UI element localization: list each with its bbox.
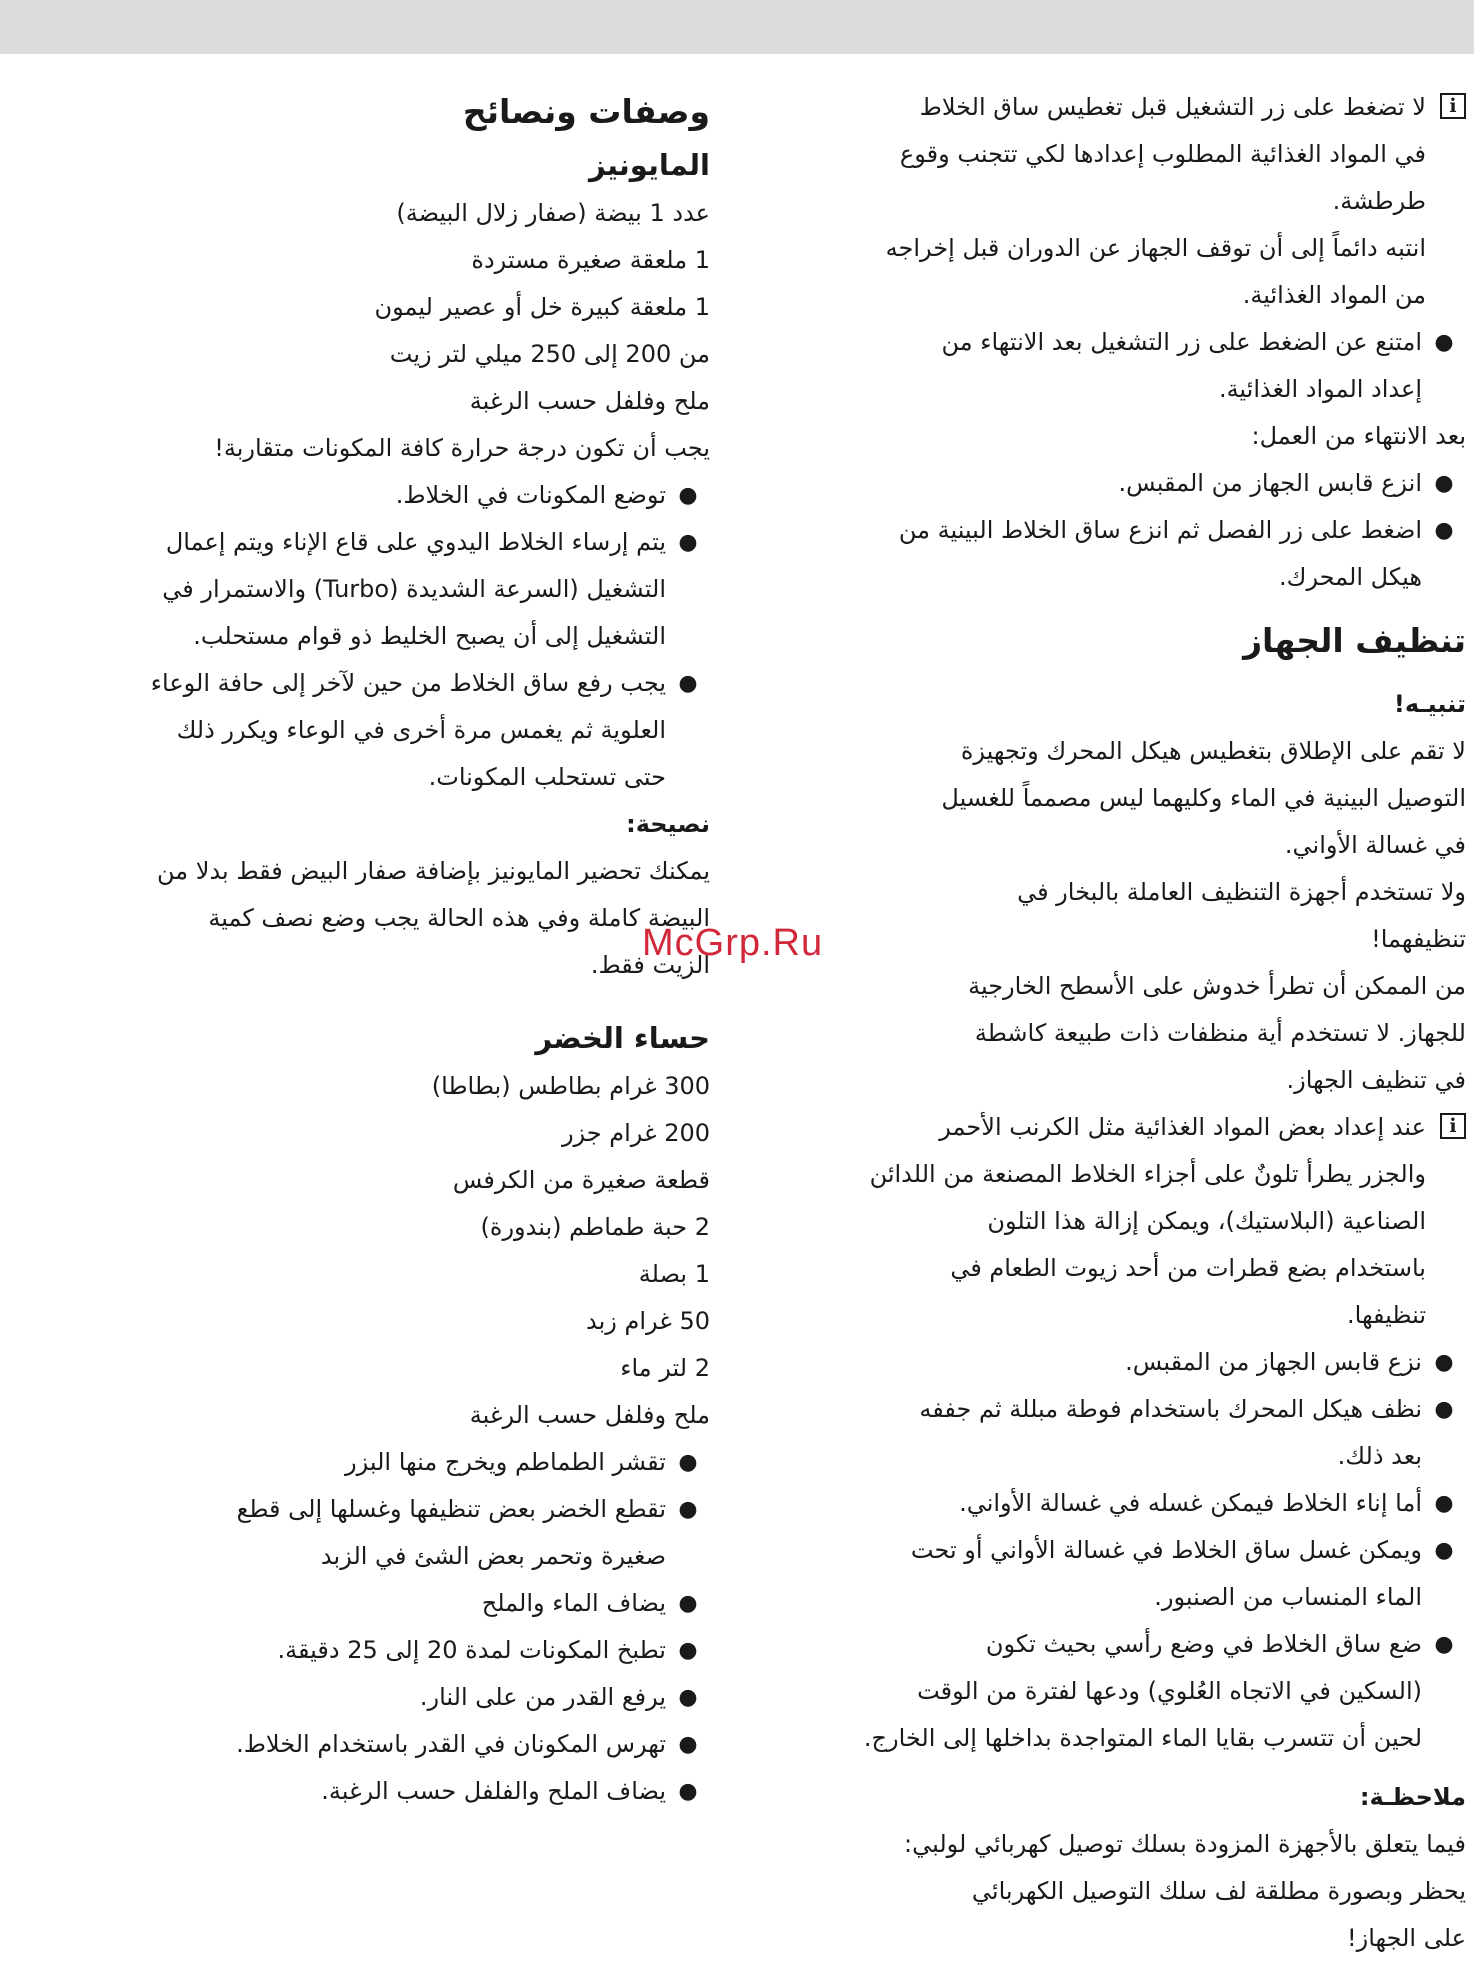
info-icon: i: [1440, 93, 1466, 119]
text-line: انتبه دائماً إلى أن توقف الجهاز عن الدوران قبل إخراجه: [885, 234, 1426, 262]
text-line: التوصيل البينية في الماء وكليهما ليس مصمماً للغسيل: [941, 784, 1466, 812]
text-line: والجزر يطرأ تلونٌ على أجزاء الخلاط المصنعة من اللدائن: [869, 1160, 1426, 1188]
watermark: McGrp.Ru: [642, 922, 824, 964]
text-line: إعداد المواد الغذائية.: [1218, 375, 1422, 403]
text-line: يرفع القدر من على النار.: [419, 1683, 666, 1711]
list-item: [0, 472, 710, 519]
list-item: [0, 519, 710, 660]
text-line: لحين أن تتسرب بقايا الماء المتواجدة بداخلها إلى الخارج.: [863, 1724, 1422, 1752]
list-item: [0, 1721, 710, 1768]
top-gray-band: [0, 0, 1474, 54]
list-item: [766, 1480, 1466, 1527]
text-line: الصناعية (البلاستيك)، ويمكن إزالة هذا التلون: [987, 1207, 1426, 1235]
text-line: من المواد الغذائية.: [1242, 281, 1426, 309]
bullet-icon: ●: [1434, 471, 1454, 496]
recipes-heading: وصفات ونصائح: [462, 92, 710, 131]
list-item: [0, 660, 710, 801]
bullet-icon: ●: [678, 1685, 698, 1710]
text-line: لا تضغط على زر التشغيل قبل تغطيس ساق الخلاط: [919, 93, 1426, 121]
text-line: باستخدام بضع قطرات من أحد زيوت الطعام في: [950, 1254, 1426, 1282]
list-item: [766, 507, 1466, 601]
bullet-icon: ●: [1434, 1397, 1454, 1422]
list-item: [766, 1386, 1466, 1480]
text-line: يمكنك تحضير المايونيز بإضافة صفار البيض فقط بدلا من: [157, 857, 710, 885]
tip-label: نصيحة:: [626, 810, 710, 838]
list-item: [0, 1627, 710, 1674]
list-item: [0, 1674, 710, 1721]
text-line: للجهاز. لا تستخدم أية منظفات ذات طبيعة كاشطة: [974, 1019, 1466, 1047]
text-line: تنظيفها.: [1347, 1301, 1426, 1329]
bullet-icon: ●: [678, 671, 698, 696]
list-item: [766, 1621, 1466, 1762]
text-line: عند إعداد بعض المواد الغذائية مثل الكرنب الأحمر: [939, 1113, 1426, 1141]
text-line: يضاف الملح والفلفل حسب الرغبة.: [321, 1777, 666, 1805]
text-line: ويمكن غسل ساق الخلاط في غسالة الأواني أو تحت: [910, 1536, 1422, 1564]
ingredient-line: 50 غرام زبد: [586, 1307, 710, 1335]
ingredient-line: 1 ملعقة صغيرة مستردة: [471, 246, 710, 274]
ingredient-line: ملح وفلفل حسب الرغبة: [469, 1401, 710, 1429]
text-line: على الجهاز!: [1347, 1924, 1466, 1952]
text-line: امتنع عن الضغط على زر التشغيل بعد الانتهاء من: [941, 328, 1422, 356]
ingredient-line: 1 ملعقة كبيرة خل أو عصير ليمون: [374, 293, 710, 321]
ingredient-line: ملح وفلفل حسب الرغبة: [469, 387, 710, 415]
text-line: (السكين في الاتجاه العُلوي) ودعها لفترة من الوقت: [917, 1677, 1422, 1705]
ingredient-line: 200 غرام جزر: [561, 1119, 710, 1147]
list-item: [0, 1768, 710, 1815]
text-line: الماء المنساب من الصنبور.: [1154, 1583, 1422, 1611]
bullet-icon: ●: [678, 530, 698, 555]
ingredient-line: 2 حبة طماطم (بندورة): [480, 1213, 710, 1241]
text-line: تنظيفهما!: [1371, 925, 1466, 953]
bullet-icon: ●: [678, 1638, 698, 1663]
mayo-title: المايونيز: [589, 148, 710, 182]
text-line: في المواد الغذائية المطلوب إعدادها لكي تتجنب وقوع: [899, 140, 1426, 168]
list-item: [0, 1580, 710, 1627]
text-line: حتى تستحلب المكونات.: [428, 763, 666, 791]
list-item: [766, 460, 1466, 507]
text-line: التشغيل إلى أن يصبح الخليط ذو قوام مستحلب.: [193, 622, 666, 650]
text-line: يحظر وبصورة مطلقة لف سلك التوصيل الكهربائي: [971, 1877, 1466, 1905]
text-line: يجب رفع ساق الخلاط من حين لآخر إلى حافة الوعاء: [150, 669, 666, 697]
ingredient-line: يجب أن تكون درجة حرارة كافة المكونات متقاربة!: [214, 434, 710, 462]
bullet-icon: ●: [1434, 518, 1454, 543]
bullet-icon: ●: [678, 1497, 698, 1522]
list-item: [0, 1486, 710, 1580]
bullet-icon: ●: [1434, 1632, 1454, 1657]
cleaning-heading: تنظيف الجهاز: [1243, 621, 1466, 660]
left-column: [0, 84, 710, 1815]
text-line: هيكل المحرك.: [1279, 563, 1422, 591]
bullet-icon: ●: [1434, 1350, 1454, 1375]
text-line: بعد ذلك.: [1337, 1442, 1422, 1470]
text-line: ولا تستخدم أجهزة التنظيف العاملة بالبخار في: [1017, 878, 1466, 906]
text-line: يضاف الماء والملح: [481, 1589, 666, 1617]
ingredient-line: قطعة صغيرة من الكرفس: [452, 1166, 710, 1194]
text-line: الزيت فقط.: [590, 951, 710, 979]
ingredient-line: 2 لتر ماء: [620, 1354, 710, 1382]
ingredient-line: من 200 إلى 250 ميلي لتر زيت: [389, 340, 710, 368]
list-item: [766, 1339, 1466, 1386]
text-line: في تنظيف الجهاز.: [1286, 1066, 1466, 1094]
text-line: طرطشة.: [1332, 187, 1426, 215]
bullet-icon: ●: [678, 483, 698, 508]
text-line: صغيرة وتحمر بعض الشئ في الزبد: [320, 1542, 666, 1570]
bullet-icon: ●: [1434, 330, 1454, 355]
text-line: من الممكن أن تطرأ خدوش على الأسطح الخارجية: [968, 972, 1466, 1000]
after-work-label: بعد الانتهاء من العمل:: [1251, 422, 1466, 450]
bullet-icon: ●: [1434, 1538, 1454, 1563]
list-item: [766, 1527, 1466, 1621]
text-line: تقشر الطماطم ويخرج منها البزر: [345, 1448, 666, 1476]
bullet-icon: ●: [678, 1732, 698, 1757]
text-line: تطبخ المكونات لمدة 20 إلى 25 دقيقة.: [277, 1636, 666, 1664]
bullet-icon: ●: [678, 1450, 698, 1475]
text-line: تهرس المكونان في القدر باستخدام الخلاط.: [236, 1730, 666, 1758]
text-line: أما إناء الخلاط فيمكن غسله في غسالة الأواني.: [959, 1489, 1422, 1517]
list-item: [766, 319, 1466, 413]
text-line: فيما يتعلق بالأجهزة المزودة بسلك توصيل كهربائي لولبي:: [903, 1830, 1466, 1858]
bullet-icon: ●: [678, 1779, 698, 1804]
text-line: في غسالة الأواني.: [1284, 831, 1466, 859]
caution-text: [766, 728, 1466, 1104]
text-line: يتم إرساء الخلاط اليدوي على قاع الإناء ويتم إعمال: [165, 528, 666, 556]
text-line: ضع ساق الخلاط في وضع رأسي بحيث تكون: [985, 1630, 1422, 1658]
text-line: اضغط على زر الفصل ثم انزع ساق الخلاط البينية من: [898, 516, 1422, 544]
info-note-1: [766, 84, 1466, 319]
note-label: ملاحظـة:: [1359, 1783, 1466, 1811]
text-line: انزع قابس الجهاز من المقبس.: [1118, 469, 1422, 497]
info-icon: i: [1440, 1113, 1466, 1139]
right-column: [766, 84, 1466, 1962]
info-note-2: [766, 1104, 1466, 1339]
ingredient-line: 300 غرام بطاطس (بطاطا): [431, 1072, 710, 1100]
list-item: [0, 1439, 710, 1486]
caution-label: تنبيـه!: [1393, 690, 1466, 718]
text-line: نظف هيكل المحرك باستخدام فوطة مبللة ثم جففه: [919, 1395, 1422, 1423]
bullet-icon: ●: [1434, 1491, 1454, 1516]
text-line: تقطع الخضر بعض تنظيفها وغسلها إلى قطع: [236, 1495, 666, 1523]
text-line: التشغيل (السرعة الشديدة (Turbo) والاستمرار في: [162, 575, 666, 603]
bullet-icon: ●: [678, 1591, 698, 1616]
text-line: توضع المكونات في الخلاط.: [395, 481, 666, 509]
ingredient-line: 1 بصلة: [638, 1260, 710, 1288]
text-line: نزع قابس الجهاز من المقبس.: [1125, 1348, 1422, 1376]
text-line: العلوية ثم يغمس مرة أخرى في الوعاء ويكرر ذلك: [176, 716, 666, 744]
text-line: لا تقم على الإطلاق بتغطيس هيكل المحرك وتجهيزة: [960, 737, 1466, 765]
soup-title: حساء الخضر: [535, 1021, 710, 1055]
text-line: البيضة كاملة وفي هذه الحالة يجب وضع نصف كمية: [208, 904, 710, 932]
ingredient-line: عدد 1 بيضة (صفار زلال البيضة): [396, 199, 710, 227]
